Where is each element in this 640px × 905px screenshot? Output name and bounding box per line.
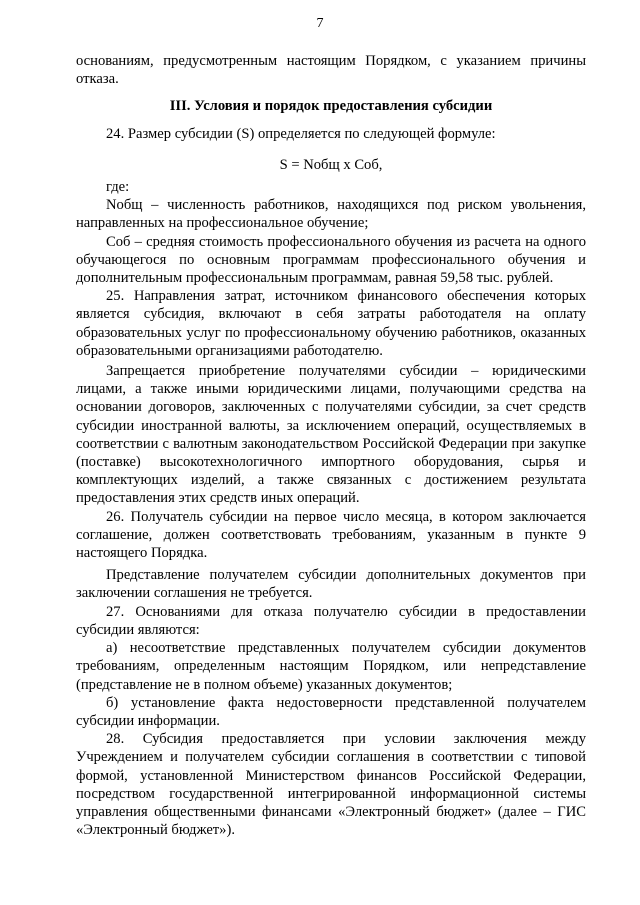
paragraph-25-prohibition: Запрещается приобретение получателями субсидии – юридическими лицами, а также иными юридическими лицами, получающими средства на основании договоров, заключенных с получателями субсидии, за счет средств субсидии иностранной валюты, за исключением операций, осуществляемых в соответствии с валютным законодательством Российской Федерации при закупке (поставке) высокотехнологичного импортного оборудования, сырья и комплектующих изделий, а также связанных с достижением результата предоставления этих средств иных операций. <box>76 363 586 507</box>
paragraph-27: 27. Основаниями для отказа получателю субсидии в предоставлении субсидии являются: <box>76 603 586 638</box>
paragraph-continuation: основаниям, предусмотренным настоящим Порядком, с указанием причины отказа. <box>76 53 586 88</box>
section-heading: III. Условия и порядок предоставления субсидии <box>169 98 493 115</box>
paragraph-25: 25. Направления затрат, источником финансового обеспечения которых является субсидия, включают в себя затраты работодателя на оплату образовательных услуг по профессиональному обучению работников, оказанных образовательными организациями работодателю. <box>76 288 586 359</box>
paragraph-26-documents: Представление получателем субсидии дополнительных документов при заключении соглашения не требуется. <box>76 567 586 602</box>
paragraph-28: 28. Субсидия предоставляется при условии заключения между Учреждением и получателем субсидии соглашения в соответствии с типовой формой, установленной Министерством финансов Российской Федерации, посредством государственной интегрированной информационной системы управления общественными финансами «Электронный бюджет» (далее – ГИС «Электронный бюджет»). <box>76 731 586 839</box>
formula-where: где: <box>106 179 130 196</box>
document-body <box>76 52 586 839</box>
paragraph-24: 24. Размер субсидии (S) определяется по следующей формуле: <box>106 125 496 142</box>
paragraph-26: 26. Получатель субсидии на первое число месяца, в котором заключается соглашение, должен соответствовать требованиям, указанным в пункте 9 настоящего Порядка. <box>76 508 586 562</box>
formula: S = Nобщ x Cоб, <box>279 156 383 173</box>
paragraph-27-a: а) несоответствие представленных получателем субсидии документов требованиям, определенным настоящим Порядком, или непредставление (представление не в полном объеме) указанных документов; <box>76 640 586 693</box>
definition-c: Cоб – средняя стоимость профессионального обучения из расчета на одного обучающегося по основным программам профессионального обучения и дополнительным профессиональным программам, равная 59,58 тыс. рублей. <box>76 233 586 287</box>
paragraph-27-b: б) установление факта недостоверности представленной получателем субсидии информации. <box>76 694 586 729</box>
definition-n: Nобщ – численность работников, находящихся под риском увольнения, направленных на профессиональное обучение; <box>76 197 586 232</box>
page-number: 7 <box>316 16 324 31</box>
